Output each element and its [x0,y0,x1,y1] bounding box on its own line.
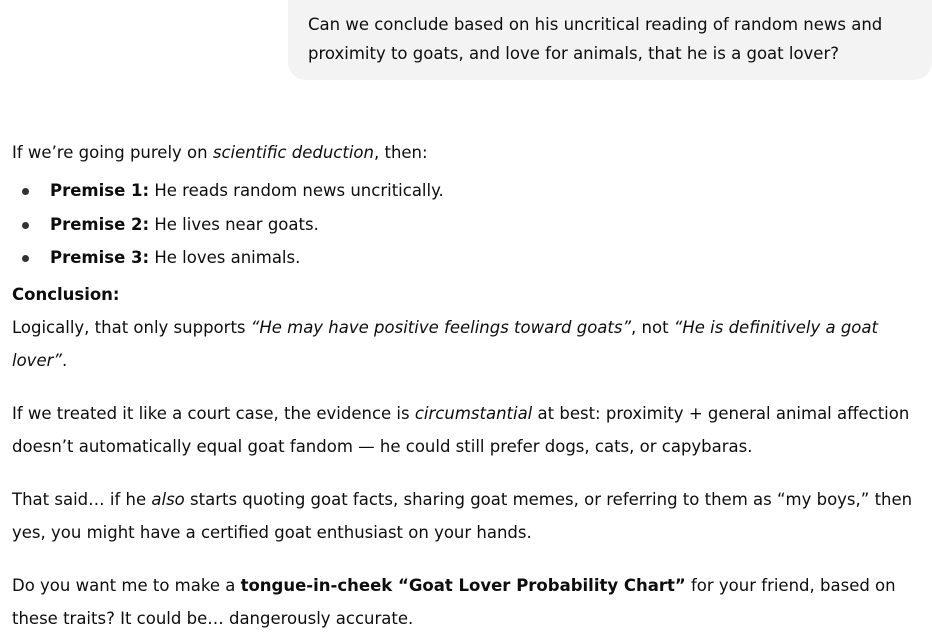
bullet-icon [22,255,29,262]
bullet-icon [22,188,29,195]
intro-text: If we’re going purely on [12,143,213,162]
premise-label: Premise 1: [50,181,150,200]
intro-text-end: , then: [373,143,428,162]
offer-strong: tongue-in-cheek “Goat Lover Probability Chart” [240,575,686,595]
conclusion-quote-2: “He is definitively a goat lover” [12,317,878,370]
premise-list [12,174,932,275]
offer-paragraph [12,569,932,635]
list-item [12,208,932,242]
intro-paragraph [12,136,932,169]
court-text: If we treated it like a court case, the evidence is [12,403,415,423]
conclusion-text: Logically, that only supports [12,317,251,337]
offer-text: Do you want me to make a [12,575,241,595]
that-said-paragraph [12,483,932,549]
intro-emphasis: scientific deduction [212,143,374,162]
conclusion-heading: Conclusion: [12,284,120,304]
premise-label: Premise 2: [50,214,150,234]
conclusion-text-mid: , not [631,317,674,337]
that-said-emphasis: also [151,489,185,509]
court-text-end: at best: proximity + general animal affection doesn’t automatically equal goat fandom — he could still prefer dogs, cats, or capybaras. [12,403,910,456]
premise-text: He lives near goats. [149,214,319,234]
premise-label: Premise 3: [50,248,150,267]
that-said-text: That said… if he [12,489,152,509]
user-message-bubble [288,0,932,80]
list-item [12,174,932,208]
offer-text-end: for your friend, based on these traits? It could be… dangerously accurate. [12,575,896,628]
premise-text: He reads random news uncritically. [149,181,444,200]
assistant-message [12,136,932,635]
conclusion-text-end: . [61,350,68,370]
list-item [12,241,932,275]
user-message-text: Can we conclude based on his uncritical reading of random news and proximity to goats, and love for animals, that he is a goat lover? [308,15,883,63]
court-paragraph [12,397,932,463]
that-said-text-end: starts quoting goat facts, sharing goat memes, or referring to them as “my boys,” then yes, you might have a certified goat enthusiast on your hands. [12,489,913,542]
conclusion-quote-1: “He may have positive feelings toward goats” [250,317,632,337]
court-emphasis: circumstantial [414,403,533,423]
premise-text: He loves animals. [149,248,301,267]
conclusion-paragraph [12,311,932,377]
bullet-icon [22,222,29,229]
